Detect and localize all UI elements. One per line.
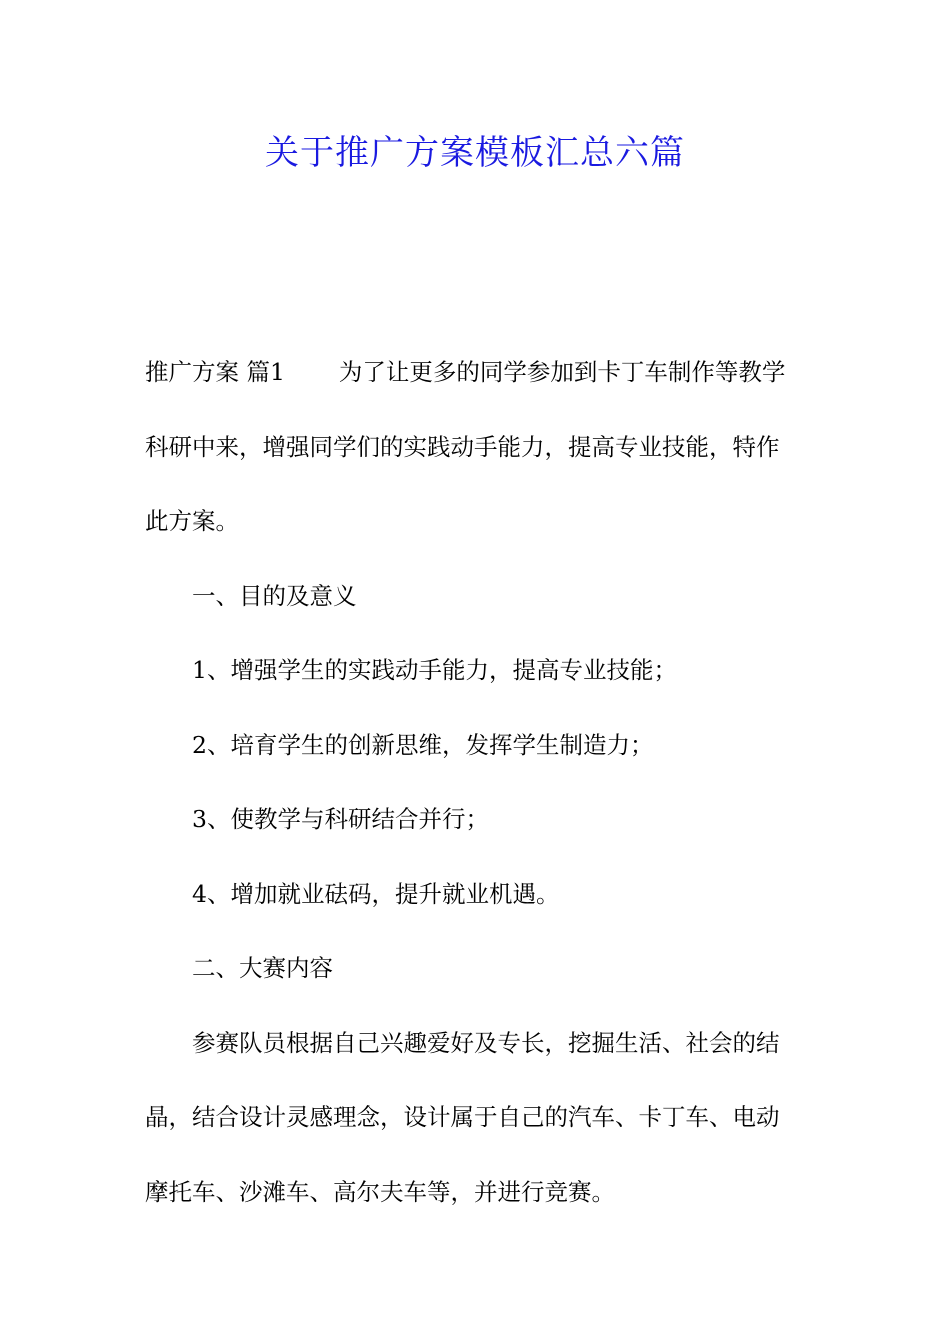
list-item: 1、增强学生的实践动手能力，提高专业技能； xyxy=(192,656,677,684)
section-heading: 推广方案 篇1 xyxy=(145,358,285,386)
section-heading: 一、目的及意义 xyxy=(192,581,357,610)
list-item: 4、增加就业砝码，提升就业机遇。 xyxy=(192,879,560,908)
paragraph-line: 此方案。 xyxy=(145,507,239,535)
paragraph-text: 为了让更多的同学参加到卡丁车制作等教学 xyxy=(338,358,786,386)
paragraph-line: 参赛队员根据自己兴趣爱好及专长，挖掘生活、社会的结 xyxy=(192,1028,780,1057)
paragraph-line: 晶，结合设计灵感理念，设计属于自己的汽车、卡丁车、电动 xyxy=(145,1103,780,1131)
list-item: 3、使教学与科研结合并行； xyxy=(192,805,489,833)
list-item: 2、培育学生的创新思维，发挥学生制造力； xyxy=(192,730,654,759)
paragraph-line: 摩托车、沙滩车、高尔夫车等，并进行竞赛。 xyxy=(145,1177,615,1206)
paragraph-line: 科研中来，增强同学们的实践动手能力，提高专业技能，特作 xyxy=(145,432,780,461)
section-heading: 二、大赛内容 xyxy=(192,954,333,982)
document-body xyxy=(145,335,807,1229)
document-title: 关于推广方案模板汇总六篇 xyxy=(265,133,685,173)
paragraph-line xyxy=(145,335,807,410)
